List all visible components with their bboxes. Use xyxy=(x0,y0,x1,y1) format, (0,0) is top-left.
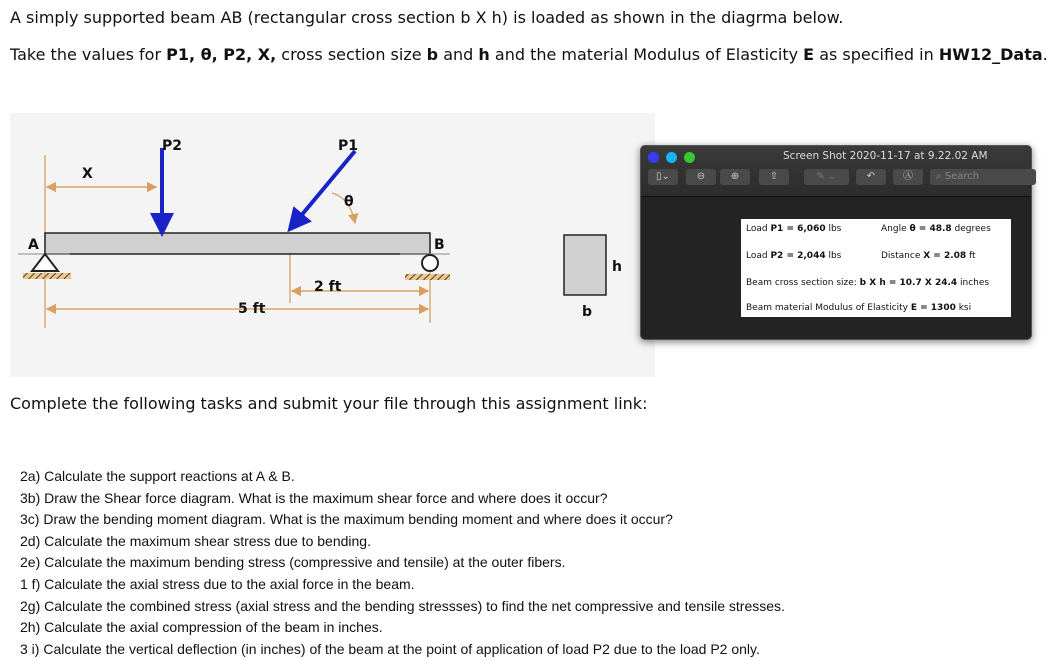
preview-window xyxy=(640,145,1032,340)
task-item: 3c) Draw the bending moment diagram. What is the maximum bending moment and where does it occur? xyxy=(20,511,673,528)
task-list xyxy=(20,466,785,660)
label-b: b xyxy=(582,304,593,320)
cross-section-size: Beam cross section size: b X h = 10.7 X 24.4 inches xyxy=(746,278,990,288)
task-item: 2a) Calculate the support reactions at A & B. xyxy=(20,468,295,484)
label-a: A xyxy=(28,237,39,253)
close-button[interactable] xyxy=(648,152,659,163)
minimize-button[interactable] xyxy=(666,152,677,163)
task-item: 3b) Draw the Shear force diagram. What is the maximum shear force and where does it occur? xyxy=(20,489,608,506)
angle: Angle θ = 48.8 degrees xyxy=(881,224,991,234)
task-item: 2d) Calculate the maximum shear stress due to bending. xyxy=(20,532,371,549)
roller-support-b xyxy=(405,255,450,280)
markup-icon[interactable]: ✎ ⌄ xyxy=(804,169,849,185)
sidebar-toggle-icon[interactable]: ▯⌄ xyxy=(648,169,678,185)
load-p1-arrow xyxy=(295,151,355,223)
cross-section xyxy=(564,235,606,295)
label-p2: P2 xyxy=(162,138,183,154)
task-item: 1 f) Calculate the axial stress due to the axial force in the beam. xyxy=(20,575,415,592)
zoom-in-icon[interactable]: ⊕ xyxy=(720,169,750,185)
label-5ft: 5 ft xyxy=(238,301,266,317)
annotate-icon[interactable]: Ⓐ xyxy=(893,169,923,185)
label-b-end: B xyxy=(434,237,445,253)
task-item: 2h) Calculate the axial compression of the beam in inches. xyxy=(20,619,383,636)
task-item: 2e) Calculate the maximum bending stress (compressive and tensile) at the outer fibers. xyxy=(20,554,566,571)
zoom-out-icon[interactable]: ⊖ xyxy=(686,169,716,185)
pin-support-a xyxy=(23,254,71,279)
share-icon[interactable]: ⇧ xyxy=(759,169,789,185)
search-input[interactable]: ⌕ Search xyxy=(930,169,1036,185)
label-x: X xyxy=(82,166,93,182)
zoom-button[interactable] xyxy=(684,152,695,163)
modulus-e: Beam material Modulus of Elasticity E = 1300 ksi xyxy=(746,303,972,313)
intro-line-2: Take the values for P1, θ, P2, X, cross section size b and h and the material Modulus of Elasticity E as specified in HW12_Data. xyxy=(10,45,1048,64)
data-card xyxy=(741,219,1011,317)
task-item: 2g) Calculate the combined stress (axial stress and the bending stressses) to find the net compressive and tensile stresses. xyxy=(20,597,785,614)
beam-diagram xyxy=(10,113,655,377)
window-title: Screen Shot 2020-11-17 at 9.22.02 AM xyxy=(783,150,988,162)
intro-line-1: A simply supported beam AB (rectangular cross section b X h) is loaded as shown in the diagrma below. xyxy=(10,8,844,27)
task-intro: Complete the following tasks and submit your file through this assignment link: xyxy=(10,394,648,413)
label-theta: θ xyxy=(344,194,354,210)
title-bar xyxy=(641,146,1031,197)
load-p2: Load P2 = 2,044 lbs xyxy=(746,251,842,261)
task-item: 3 i) Calculate the vertical deflection (in inches) of the beam at the point of application of load P2 due to the load P2 only. xyxy=(20,640,760,657)
beam xyxy=(45,233,430,254)
label-h: h xyxy=(612,259,622,275)
rotate-icon[interactable]: ↶ xyxy=(856,169,886,185)
distance-x: Distance X = 2.08 ft xyxy=(881,251,976,261)
label-p1: P1 xyxy=(338,138,359,154)
load-p1: Load P1 = 6,060 lbs xyxy=(746,224,842,234)
label-2ft: 2 ft xyxy=(314,279,342,295)
